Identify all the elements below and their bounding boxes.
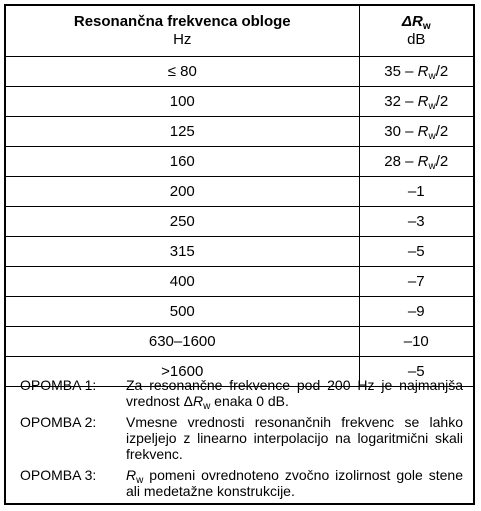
frequency-cell: 315: [6, 237, 359, 267]
table-row: [6, 147, 473, 177]
note-subscript: w: [136, 475, 144, 486]
delta-rw-suffix: /2: [435, 63, 449, 80]
frequency-cell: 160: [6, 147, 359, 177]
note-subscript: w: [203, 401, 211, 412]
table-row: [6, 177, 473, 207]
note-text-b: enaka 0 dB.: [210, 393, 289, 409]
rw-subscript: w: [428, 101, 436, 112]
delta-rw-value: 28 –: [384, 153, 418, 170]
frequency-cell: >1600: [6, 357, 359, 387]
delta-rw-cell: [359, 327, 473, 357]
table-row: [6, 327, 473, 357]
delta-rw-cell: [359, 57, 473, 87]
note-text-b: pomeni ovrednoteno zvočno izolirnost gole stene ali medetažne konstrukcije.: [126, 467, 463, 499]
table-row: [6, 87, 473, 117]
header-frequency-title: Resonančna frekvenca obloge: [73, 13, 291, 30]
notes-section: [6, 369, 473, 504]
note-label: OPOMBA 1:: [20, 377, 97, 393]
header-frequency-unit: Hz: [173, 31, 192, 48]
table-row: [6, 237, 473, 267]
note-symbol: R: [192, 393, 204, 409]
delta-rw-cell: [359, 297, 473, 327]
note-symbol: R: [126, 467, 137, 483]
table-body: [6, 57, 473, 387]
rw-subscript: w: [428, 161, 436, 172]
header-delta-rw-sub: w: [422, 21, 431, 32]
header-delta-rw-title: [360, 13, 474, 31]
header-delta-rw-symbol: ΔR: [401, 13, 423, 30]
note-item: [6, 414, 473, 462]
note-text: [126, 414, 463, 462]
delta-rw-cell: [359, 117, 473, 147]
note-text-a: Vmesne vrednosti resonančnih frekvenc se lahko izpeljejo z linearno interpolacijo na logaritmični skali frekvenc.: [126, 414, 463, 462]
table-row: [6, 297, 473, 327]
delta-rw-value: –5: [407, 363, 425, 380]
note-label: OPOMBA 3:: [20, 467, 97, 483]
note-text: [126, 377, 463, 412]
delta-rw-suffix: /2: [435, 123, 449, 140]
delta-rw-value: –10: [403, 333, 429, 350]
frequency-cell: ≤ 80: [6, 57, 359, 87]
table-row: [6, 267, 473, 297]
table-row: [6, 57, 473, 87]
rw-subscript: w: [428, 71, 436, 82]
header-frequency: [6, 6, 359, 57]
resonance-table: [6, 6, 473, 387]
delta-rw-value: 35 –: [384, 63, 418, 80]
rw-symbol: R: [417, 93, 429, 110]
rw-symbol: R: [417, 153, 429, 170]
delta-rw-value: –9: [407, 303, 425, 320]
delta-rw-value: 32 –: [384, 93, 418, 110]
note-text-a: Za resonančne frekvence pod 200 Hz je najmanjša vrednost Δ: [126, 377, 463, 409]
frequency-cell: 200: [6, 177, 359, 207]
frequency-cell: 250: [6, 207, 359, 237]
rw-symbol: R: [417, 63, 429, 80]
frequency-cell: 100: [6, 87, 359, 117]
delta-rw-value: –3: [407, 213, 425, 230]
table-frame: [4, 4, 475, 505]
frequency-cell: 400: [6, 267, 359, 297]
rw-subscript: w: [428, 131, 436, 142]
delta-rw-suffix: /2: [435, 93, 449, 110]
note-label: OPOMBA 2:: [20, 414, 97, 430]
delta-rw-value: 30 –: [384, 123, 418, 140]
frequency-cell: 125: [6, 117, 359, 147]
delta-rw-cell: [359, 207, 473, 237]
delta-rw-cell: [359, 237, 473, 267]
delta-rw-suffix: /2: [435, 153, 449, 170]
frequency-cell: 630–1600: [6, 327, 359, 357]
delta-rw-cell: [359, 87, 473, 117]
note-item: [6, 467, 473, 499]
delta-rw-cell: [359, 177, 473, 207]
header-delta-rw: [359, 6, 473, 57]
delta-rw-cell: [359, 267, 473, 297]
header-delta-rw-unit: dB: [407, 31, 426, 48]
table-row: [6, 207, 473, 237]
frequency-cell: 500: [6, 297, 359, 327]
rw-symbol: R: [417, 123, 429, 140]
delta-rw-cell: [359, 147, 473, 177]
note-text: [126, 467, 463, 499]
note-item: [6, 377, 473, 412]
delta-rw-value: –7: [407, 273, 425, 290]
table-row: [6, 117, 473, 147]
delta-rw-value: –5: [407, 243, 425, 260]
table-header-row: [6, 6, 473, 57]
delta-rw-value: –1: [407, 183, 425, 200]
